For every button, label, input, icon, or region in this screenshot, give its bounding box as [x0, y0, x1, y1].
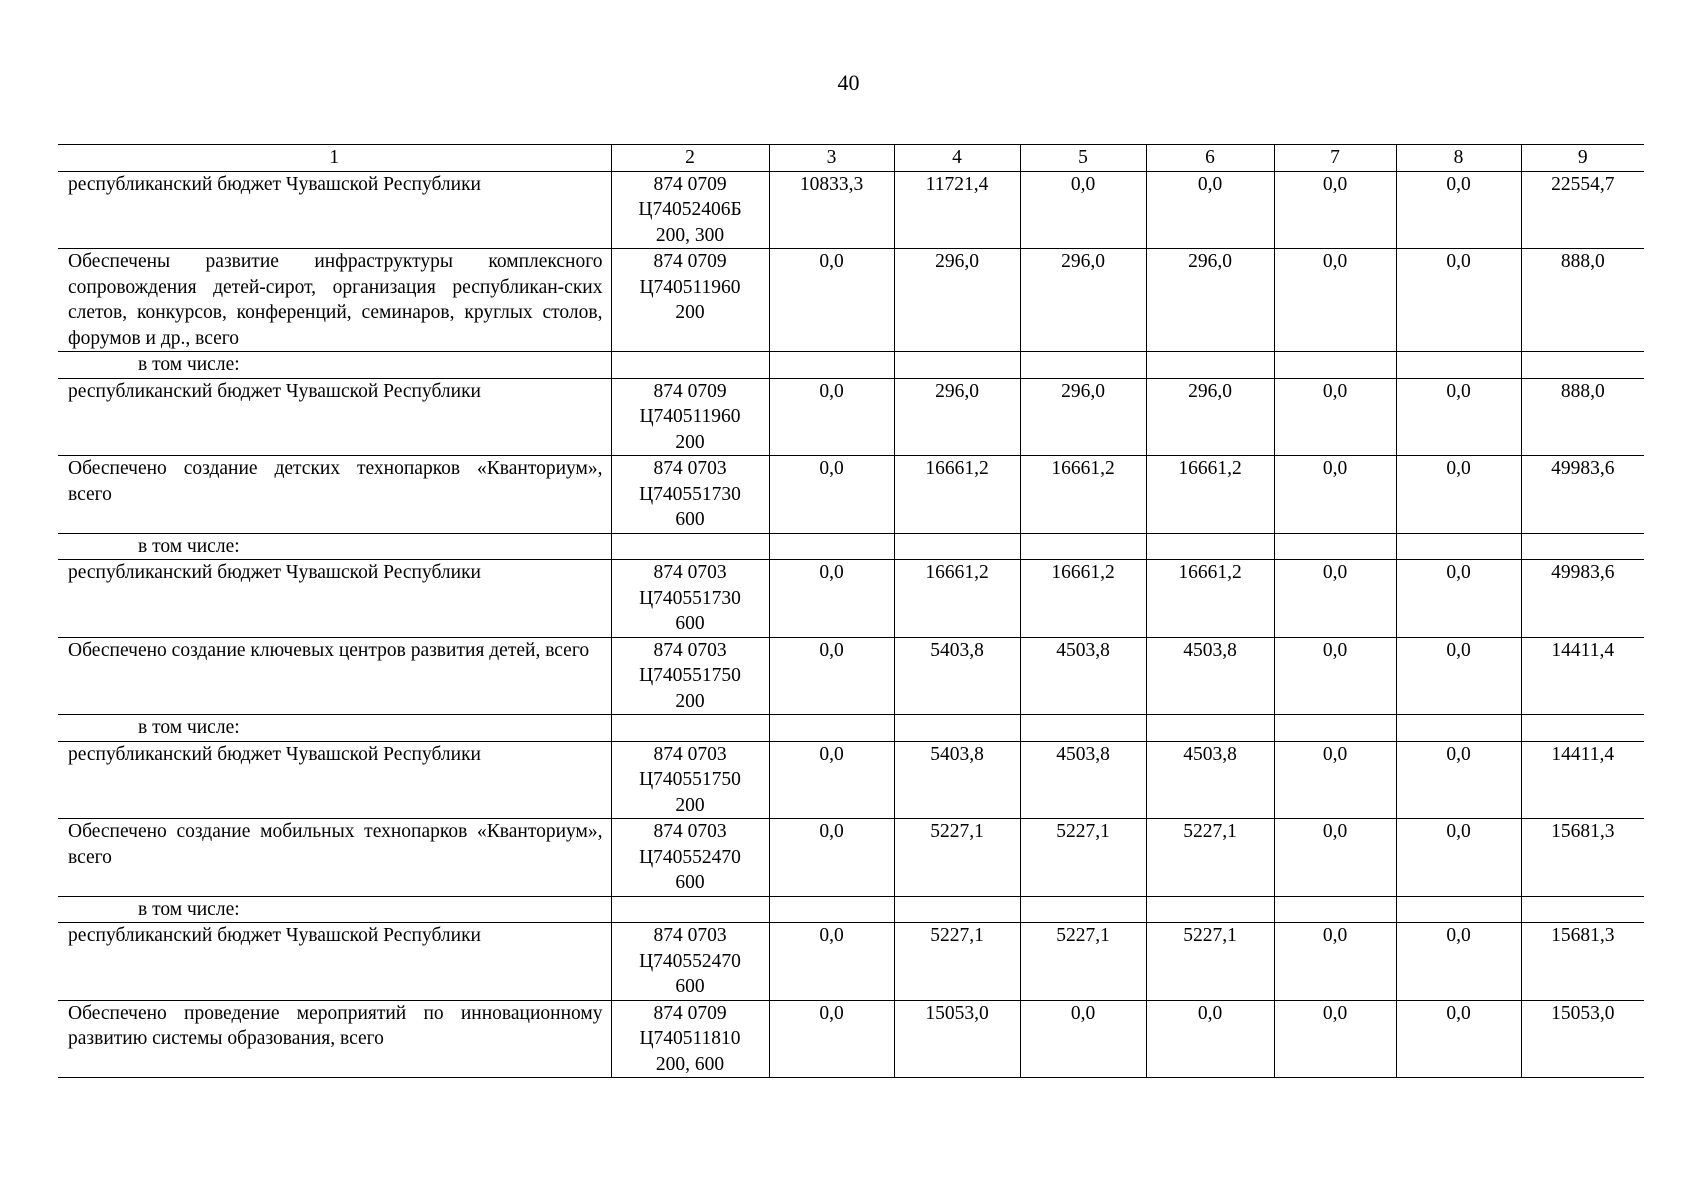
value-cell: 5403,8 [894, 637, 1020, 715]
budget-code-line: 200, 600 [655, 1053, 725, 1075]
row-label: республиканский бюджет Чувашской Республики [58, 923, 611, 1001]
value-cell: 0,0 [1396, 923, 1521, 1001]
value-cell: 5403,8 [894, 741, 1020, 819]
value-cell: 0,0 [769, 1000, 894, 1078]
empty-cell [611, 896, 769, 923]
value-cell: 5227,1 [1020, 819, 1146, 897]
value-cell: 15053,0 [1521, 1000, 1644, 1078]
empty-cell [1020, 352, 1146, 379]
value-cell: 0,0 [769, 560, 894, 638]
row-label: в том числе: [58, 896, 611, 923]
value-cell: 0,0 [1274, 171, 1396, 249]
value-cell: 15681,3 [1521, 923, 1644, 1001]
budget-code-line: Ц74052406Б [638, 199, 742, 220]
subheader-row [58, 352, 1644, 379]
value-cell: 4503,8 [1146, 637, 1274, 715]
budget-code-line: 874 0703 [653, 743, 727, 765]
value-cell: 888,0 [1521, 249, 1644, 352]
empty-cell [1396, 533, 1521, 560]
empty-cell [611, 715, 769, 742]
page-number: 40 [837, 70, 860, 95]
value-cell: 296,0 [1146, 378, 1274, 456]
column-header: 6 [1146, 145, 1274, 172]
budget-code-line: Ц740551750 [639, 769, 741, 790]
value-cell: 14411,4 [1521, 741, 1644, 819]
empty-cell [1521, 352, 1644, 379]
budget-code-cell [611, 171, 769, 249]
empty-cell [1146, 352, 1274, 379]
table-row [58, 560, 1644, 638]
table-row [58, 1000, 1644, 1078]
budget-code-line: 874 0703 [653, 925, 727, 946]
value-cell: 296,0 [894, 378, 1020, 456]
table-row [58, 378, 1644, 456]
value-cell: 49983,6 [1521, 560, 1644, 638]
empty-cell [1274, 715, 1396, 742]
value-cell: 5227,1 [894, 819, 1020, 897]
budget-code-line: Ц740551730 [639, 483, 741, 505]
budget-code-line: 874 0709 [653, 173, 727, 195]
header-row [58, 145, 1644, 172]
row-label: в том числе: [58, 715, 611, 742]
empty-cell [769, 896, 894, 923]
value-cell: 0,0 [1274, 1000, 1396, 1078]
row-label: республиканский бюджет Чувашской Республики [58, 560, 611, 638]
value-cell: 4503,8 [1020, 637, 1146, 715]
table-row [58, 637, 1644, 715]
empty-cell [769, 352, 894, 379]
budget-code-cell [611, 1000, 769, 1078]
value-cell: 4503,8 [1020, 741, 1146, 819]
value-cell: 0,0 [1020, 171, 1146, 249]
value-cell: 296,0 [1020, 249, 1146, 352]
budget-code-line: 874 0703 [653, 639, 727, 661]
value-cell: 5227,1 [1146, 923, 1274, 1001]
budget-code-line: Ц740551730 [639, 587, 741, 609]
value-cell: 0,0 [769, 741, 894, 819]
empty-cell [769, 533, 894, 560]
empty-cell [1521, 715, 1644, 742]
column-header: 9 [1521, 145, 1644, 172]
value-cell: 16661,2 [894, 456, 1020, 534]
row-label: в том числе: [58, 352, 611, 379]
table-row [58, 819, 1644, 897]
budget-code-line: 200, 300 [655, 224, 725, 246]
value-cell: 0,0 [1274, 560, 1396, 638]
empty-cell [1521, 533, 1644, 560]
value-cell: 296,0 [1020, 378, 1146, 456]
column-header: 7 [1274, 145, 1396, 172]
value-cell: 16661,2 [1146, 560, 1274, 638]
column-header: 4 [894, 145, 1020, 172]
empty-cell [1146, 896, 1274, 923]
value-cell: 888,0 [1521, 378, 1644, 456]
value-cell: 0,0 [769, 249, 894, 352]
value-cell: 0,0 [1396, 249, 1521, 352]
empty-cell [769, 715, 894, 742]
value-cell: 296,0 [1146, 249, 1274, 352]
budget-code-cell [611, 249, 769, 352]
value-cell: 14411,4 [1521, 637, 1644, 715]
value-cell: 0,0 [769, 378, 894, 456]
value-cell: 22554,7 [1521, 171, 1644, 249]
budget-code-line: 874 0709 [653, 1002, 727, 1024]
empty-cell [1146, 533, 1274, 560]
budget-code-cell [611, 819, 769, 897]
budget-code-line: 874 0703 [653, 562, 727, 583]
value-cell: 0,0 [1396, 1000, 1521, 1078]
budget-code-line: 200 [675, 690, 705, 712]
column-header: 2 [611, 145, 769, 172]
value-cell: 0,0 [1396, 560, 1521, 638]
budget-code-line: 600 [675, 976, 705, 997]
subheader-row [58, 715, 1644, 742]
value-cell: 0,0 [1146, 1000, 1274, 1078]
value-cell: 0,0 [1396, 819, 1521, 897]
value-cell: 10833,3 [769, 171, 894, 249]
value-cell: 0,0 [1274, 637, 1396, 715]
value-cell: 0,0 [1146, 171, 1274, 249]
value-cell: 16661,2 [1020, 456, 1146, 534]
subheader-row [58, 533, 1644, 560]
value-cell: 4503,8 [1146, 741, 1274, 819]
value-cell: 16661,2 [1146, 456, 1274, 534]
empty-cell [894, 533, 1020, 560]
value-cell: 0,0 [769, 923, 894, 1001]
value-cell: 0,0 [1396, 637, 1521, 715]
row-label: республиканский бюджет Чувашской Республики [58, 378, 611, 456]
value-cell: 11721,4 [894, 171, 1020, 249]
table-row [58, 923, 1644, 1001]
empty-cell [1274, 896, 1396, 923]
budget-code-cell [611, 923, 769, 1001]
table-row [58, 249, 1644, 352]
row-label: Обеспечено создание детских технопарков «Кванториум», всего [58, 456, 611, 534]
value-cell: 0,0 [1396, 378, 1521, 456]
value-cell: 0,0 [1396, 741, 1521, 819]
budget-code-line: Ц740552470 [639, 950, 741, 972]
table-row [58, 741, 1644, 819]
value-cell: 0,0 [769, 637, 894, 715]
table-row [58, 171, 1644, 249]
column-header: 8 [1396, 145, 1521, 172]
value-cell: 5227,1 [1020, 923, 1146, 1001]
budget-code-line: 874 0703 [653, 821, 727, 842]
value-cell: 0,0 [1020, 1000, 1146, 1078]
row-label: Обеспечено создание ключевых центров развития детей, всего [58, 637, 611, 715]
column-header: 1 [58, 145, 611, 172]
empty-cell [1396, 896, 1521, 923]
budget-code-cell [611, 456, 769, 534]
row-label: Обеспечено создание мобильных технопарков «Кванториум», всего [58, 819, 611, 897]
budget-code-line: 600 [675, 613, 705, 634]
budget-code-line: 200 [675, 794, 705, 816]
empty-cell [894, 715, 1020, 742]
row-label: Обеспечено проведение мероприятий по инновационному развитию системы образования, всего [58, 1000, 611, 1078]
budget-code-line: Ц740511810 [639, 1028, 741, 1049]
row-label: в том числе: [58, 533, 611, 560]
value-cell: 0,0 [1396, 456, 1521, 534]
subheader-row [58, 896, 1644, 923]
budget-code-line: 600 [675, 509, 705, 530]
empty-cell [1020, 533, 1146, 560]
budget-code-line: 874 0709 [653, 380, 727, 402]
budget-code-line: 200 [675, 302, 705, 323]
budget-code-line: Ц740552470 [639, 846, 741, 868]
budget-code-line: 874 0709 [653, 251, 727, 272]
budget-code-line: 600 [675, 872, 705, 893]
empty-cell [1020, 896, 1146, 923]
value-cell: 5227,1 [894, 923, 1020, 1001]
value-cell: 296,0 [894, 249, 1020, 352]
budget-code-line: Ц740551750 [639, 665, 741, 686]
budget-code-line: Ц740511960 [639, 276, 741, 298]
column-header: 3 [769, 145, 894, 172]
row-label: республиканский бюджет Чувашской Республики [58, 741, 611, 819]
value-cell: 0,0 [1274, 456, 1396, 534]
budget-code-cell [611, 378, 769, 456]
value-cell: 0,0 [1274, 378, 1396, 456]
table-body [58, 145, 1644, 1078]
row-label: Обеспечены развитие инфраструктуры комплексного сопровождения детей-сирот, организация республикан-ских слетов, конкурсов, конференций, семинаров, круглых столов, форумов и др., всего [58, 249, 611, 352]
empty-cell [1274, 533, 1396, 560]
value-cell: 49983,6 [1521, 456, 1644, 534]
value-cell: 0,0 [769, 456, 894, 534]
row-label: республиканский бюджет Чувашской Республики [58, 171, 611, 249]
empty-cell [1146, 715, 1274, 742]
value-cell: 0,0 [1274, 249, 1396, 352]
value-cell: 0,0 [1274, 923, 1396, 1001]
table-row [58, 456, 1644, 534]
empty-cell [1396, 352, 1521, 379]
empty-cell [1396, 715, 1521, 742]
budget-code-cell [611, 560, 769, 638]
empty-cell [1274, 352, 1396, 379]
value-cell: 15053,0 [894, 1000, 1020, 1078]
value-cell: 0,0 [1396, 171, 1521, 249]
budget-code-cell [611, 637, 769, 715]
budget-code-cell [611, 741, 769, 819]
value-cell: 16661,2 [1020, 560, 1146, 638]
value-cell: 15681,3 [1521, 819, 1644, 897]
budget-code-line: 200 [675, 431, 705, 453]
budget-table [58, 144, 1644, 1078]
empty-cell [611, 533, 769, 560]
empty-cell [1521, 896, 1644, 923]
empty-cell [894, 896, 1020, 923]
value-cell: 16661,2 [894, 560, 1020, 638]
value-cell: 5227,1 [1146, 819, 1274, 897]
value-cell: 0,0 [1274, 741, 1396, 819]
value-cell: 0,0 [1274, 819, 1396, 897]
empty-cell [894, 352, 1020, 379]
value-cell: 0,0 [769, 819, 894, 897]
budget-code-line: Ц740511960 [639, 406, 741, 427]
budget-code-line: 874 0703 [653, 458, 727, 479]
empty-cell [611, 352, 769, 379]
empty-cell [1020, 715, 1146, 742]
column-header: 5 [1020, 145, 1146, 172]
